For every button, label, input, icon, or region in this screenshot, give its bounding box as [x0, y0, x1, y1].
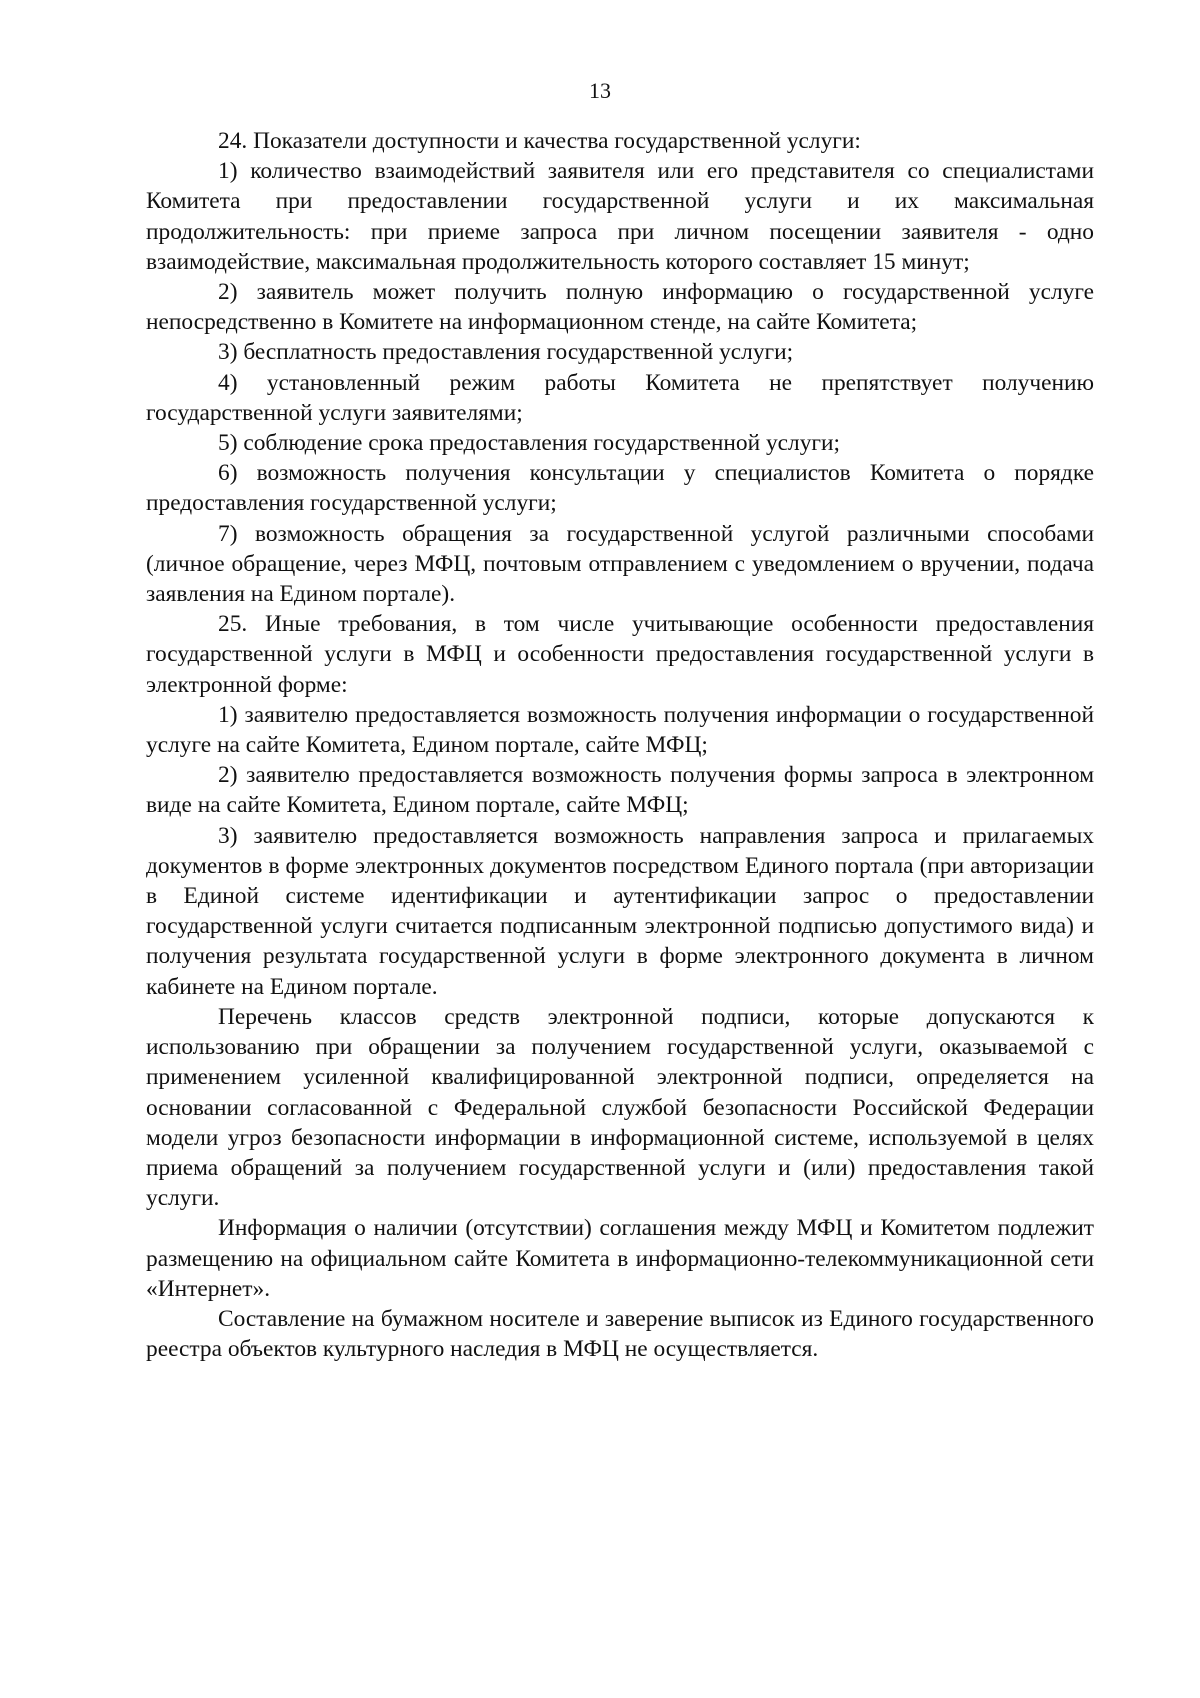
page-number: 13: [589, 78, 611, 103]
paragraph-24-item-1: 1) количество взаимодействий заявителя или его представителя со специалистами Комитета при предоставлении государственной услуги и их максимальная продолжительность: при приеме запроса при личном посещении заявителя - одно взаимодействие, максимальная продолжительность которого составляет 15 минут;: [146, 158, 1094, 275]
paragraph-24-item-2: 2) заявитель может получить полную информацию о государственной услуге непосредственно в Комитете на информационном стенде, на сайте Комитета;: [146, 279, 1094, 336]
paragraph-agreement-info: Информация о наличии (отсутствии) соглашения между МФЦ и Комитетом подлежит размещению на официальном сайте Комитета в информационно-телекоммуникационной сети «Интернет».: [146, 1215, 1094, 1302]
paragraph-24-item-6: 6) возможность получения консультации у специалистов Комитета о порядке предоставления государственной услуги;: [146, 460, 1094, 517]
paragraph-24-item-4: 4) установленный режим работы Комитета не препятствует получению государственной услуги заявителями;: [146, 369, 1094, 426]
paragraph-25-item-1: 1) заявителю предоставляется возможность получения информации о государственной услуге на сайте Комитета, Едином портале, сайте МФЦ;: [146, 701, 1094, 759]
paragraph-25-item-2: 2) заявителю предоставляется возможность получения формы запроса в электронном виде на сайте Комитета, Едином портале, сайте МФЦ;: [146, 762, 1094, 819]
document-body: [146, 126, 1094, 1364]
paragraph-24-heading: 24. Показатели доступности и качества государственной услуги:: [218, 128, 861, 154]
paragraph-25-heading: 25. Иные требования, в том числе учитывающие особенности предоставления государственной услуги в МФЦ и особенности предоставления государственной услуги в электронной форме:: [146, 611, 1094, 698]
paragraph-24-item-7: 7) возможность обращения за государственной услугой различными способами (личное обращение, через МФЦ, почтовым отправлением с уведомлением о вручении, подача заявления на Едином портале).: [146, 520, 1094, 608]
paragraph-24-item-3: 3) бесплатность предоставления государственной услуги;: [218, 339, 794, 366]
paragraph-paper-extracts: Составление на бумажном носителе и заверение выписок из Единого государственного реестра объектов культурного наследия в МФЦ не осуществляется.: [146, 1305, 1094, 1363]
paragraph-24-item-5: 5) соблюдение срока предоставления государственной услуги;: [218, 430, 841, 457]
paragraph-25-item-3: 3) заявителю предоставляется возможность направления запроса и прилагаемых документов в форме электронных документов посредством Единого портала (при авторизации в Единой системе идентификации и аутентификации запрос о предоставлении государственной услуги считается подписанным электронной подписью допустимого вида) и получения результата государственной услуги в форме электронного документа в личном кабинете на Едином портале.: [146, 822, 1094, 1000]
paragraph-signature-classes: Перечень классов средств электронной подписи, которые допускаются к использованию при обращении за получением государственной услуги, оказываемой с применением усиленной квалифицированной электронной подписи, определяется на основании согласованной с Федеральной службой безопасности Российской Федерации модели угроз безопасности информации в информационной системе, используемой в целях приема обращений за получением государственной услуги и (или) предоставления такой услуги.: [146, 1003, 1094, 1212]
